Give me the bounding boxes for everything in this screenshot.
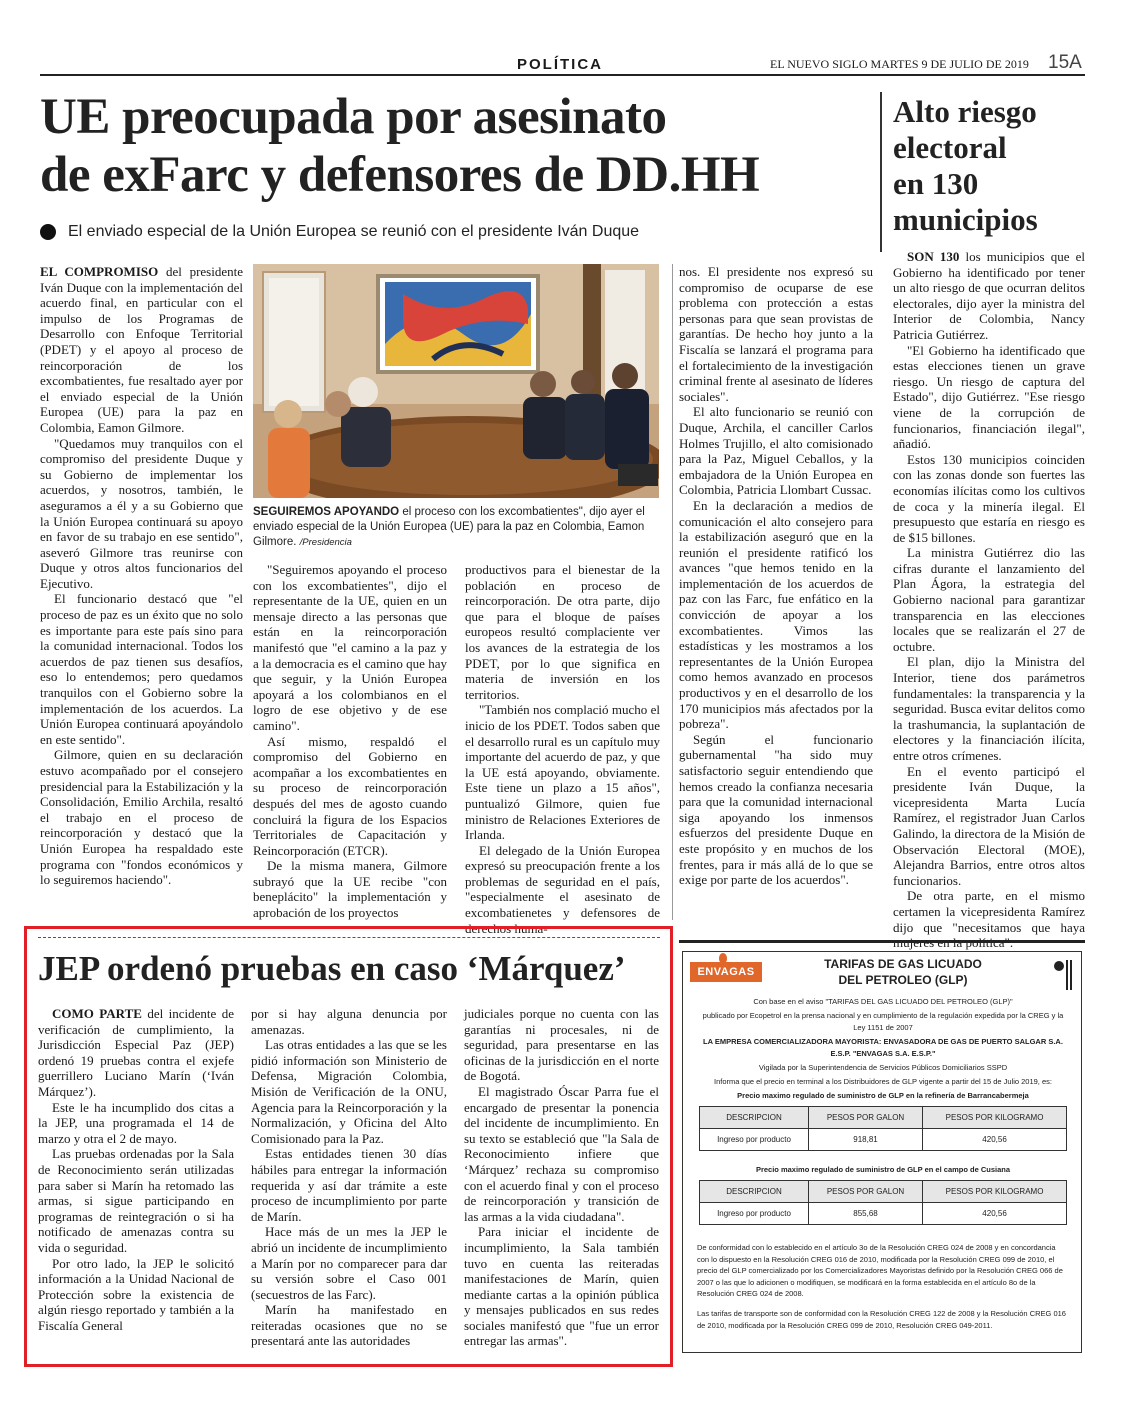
jep-column-3 [464, 1006, 659, 1349]
paragraph [40, 264, 243, 436]
paragraph: De la misma manera, Gilmore subrayó que la UE recibe "con beneplácito" la implementación y aprobación de los proyectos [253, 858, 447, 921]
paragraph-text: los municipios que el Gobierno ha identificado por tener un alto riesgo de que ocurran delitos electorales, dijo ayer la ministra del Interior de Colombia, Nancy Patricia Gutiérrez. [893, 249, 1085, 342]
table-header-row [700, 1107, 1067, 1129]
envagas-logo: ENVAGAS [690, 962, 762, 982]
column-header: PESOS POR GALON [808, 1181, 922, 1203]
paragraph: por si hay alguna denuncia por amenazas. [251, 1006, 447, 1037]
paragraph: "Quedamos muy tranquilos con el compromiso del presidente Duque y su Gobierno de implementar los acuerdos, y nosotros, también, le aseguramos a él y a su Gobierno que la Unión Europea continuará su apoyo en favor de su trabajo en ese sentido", aseveró Gilmore tras reunirse con Duque y otros altos funcionarios del Ejecutivo. [40, 435, 243, 591]
paragraph: En la declaración a medios de comunicación el alto consejero para la estabilización aseguró que en la reunión el presidente ratificó los avances "que hemos tenido en la implementación de los acuerdos de paz con las Farc, fue enfático en la convicción de apoyar a los excombatientes. Vimos las estadísticas y les mostramos a los representantes de la Unión Europea como hemos avanzado en procesos productivos y en el desarrollo de los 170 municipios más afectados por la pobreza". [679, 497, 873, 732]
column-header: PESOS POR KILOGRAMO [923, 1107, 1067, 1129]
paragraph: "También nos complació mucho el inicio de los PDET. Todos saben que el desarrollo rural es un capítulo muy importante del acuerdo de paz, y que la UE está apoyando, obviamente. Este tiene un plazo a 15 años", puntualizó Gilmore, quien fue ministro de Relaciones Exteriores de Irlanda. [465, 702, 660, 843]
ad-table2-title: Precio maximo regulado de suministro de GLP en el campo de Cusiana [755, 1165, 1011, 1174]
jep-dashed-rule [38, 937, 660, 938]
table-row [700, 1203, 1067, 1225]
paragraph-text: del presidente Iván Duque con la implementación del acuerdo final, en particular con el impulso de los Programas de Desarrollo con Enfoque Territorial (PDET) y el apoyo al proceso de reincorporación de los excombatientes, fue resaltado ayer por el enviado especial de la Unión Europea (UE) para la paz en Colombia, Eamon Gilmore. [40, 264, 243, 435]
lead-in: COMO PARTE [52, 1006, 142, 1021]
bullet-icon [40, 224, 56, 240]
paragraph: Según el funcionario gubernamental "ha sido muy satisfactorio seguir entendiendo que hemos creado la confianza necesaria para que la comunidad internacional siga apoyando los inmensos esfuerzos del presidente Duque en este propósito y en muchos de los frentes, para ir más allá de lo que se exige por parte de los acuerdos". [679, 731, 873, 888]
paragraph: Hace más de un mes la JEP le abrió un incidente de incumplimiento a Marín por no comparecer para dar su versión sobre el Caso 001 (secuestros de las Farc). [251, 1224, 447, 1302]
price-table-barrancabermeja [699, 1106, 1067, 1151]
paragraph: El plan, dijo la Ministra del Interior, tiene dos parámetros fundamentales: la transparencia y la seguridad. Busca evitar delitos como la trashumancia, la suplantación de electores y la financiación ilícita, entre otros crímenes. [893, 654, 1085, 763]
ad-frame [682, 951, 1082, 1353]
ad-informa: Informa que el precio en terminal a los Distribuidores de GLP vigente a partir del 15 de Julio 2019, es: [714, 1077, 1052, 1086]
main-column-3 [465, 562, 660, 936]
paragraph: Marín ha manifestado en reiteradas ocasiones que no se presentará ante las autoridades [251, 1302, 447, 1349]
lead-in: SON 130 [907, 249, 960, 264]
paragraph: judiciales porque no cuenta con las garantías ni procesales, ni de seguridad, para presentarse en las oficinas de la jurisdicción en el norte de Bogotá. [464, 1006, 659, 1084]
meeting-photo-illustration [253, 264, 659, 498]
section-label: POLÍTICA [517, 56, 603, 73]
paragraph: "Seguiremos apoyando el proceso con los excombatientes", dijo el representante de la UE, quien en un mensaje directo a las personas que están en la reincorporación manifestó que "el camino a la paz y a la democracia es el camino que hay que seguir, y la Unión Europea apoyará a los colombianos en el logro de ese objetivo y de ese camino". [253, 562, 447, 733]
main-headline-line: de exFarc y defensores de DD.HH [40, 147, 760, 203]
ad-title [803, 956, 1003, 988]
ad-vigilada: Vigilada por la Superintendencia de Servicios Públicos Domiciliarios SSPD [758, 1063, 1008, 1072]
gas-tariff-ad [679, 940, 1085, 1355]
paragraph: Las otras entidades a las que se les pidió información son Ministerio de Defensa, Migración Colombia, Misión de Verificación de la ONU, Agencia para la Reincorporación y la Normalización, y Oficina del Alto Comisionado para la Paz. [251, 1037, 447, 1146]
table-cell: Ingreso por producto [700, 1129, 809, 1151]
paragraph: De otra parte, en el mismo certamen la vicepresidenta Ramírez dijo que "necesitamos que haya mujeres en la política". [893, 888, 1085, 951]
side-headline-bar [880, 92, 882, 252]
ad-intro-1: Con base en el aviso "TARIFAS DEL GAS LICUADO DEL PETROLEO (GLP)" [753, 997, 1013, 1006]
table-cell: 918,81 [808, 1129, 922, 1151]
paragraph [38, 1006, 234, 1100]
price-table-cusiana [699, 1180, 1067, 1225]
jep-column-2 [251, 1006, 447, 1349]
paragraph: Este le ha incumplido dos citas a la JEP, una programada el 14 de marzo y otra el 2 de mayo. [38, 1099, 234, 1146]
column-header: PESOS POR GALON [808, 1107, 922, 1129]
column-header: PESOS POR KILOGRAMO [923, 1181, 1067, 1203]
side-column [893, 249, 1085, 951]
main-deck [40, 223, 870, 241]
side-headline [893, 94, 1083, 238]
caption-lead: SEGUIREMOS APOYANDO [253, 506, 400, 518]
paragraph: "El Gobierno ha identificado que estas elecciones tienen un grave riesgo. Un riesgo de captura del Estado", dijo Gutiérrez. "Ese riesgo viene de la corrupción de funcionarios, financiación ilegal", añadió. [893, 342, 1085, 452]
side-headline-line: Alto riesgo [893, 94, 1037, 129]
paragraph-text: del incidente de verificación de cumplimiento, la Jurisdicción Especial Paz (JEP) ordenó 19 pruebas contra el exjefe guerrillero Luciano Marín (‘Iván Márquez’). [38, 1006, 234, 1099]
paragraph: El delegado de la Unión Europea expresó su preocupación frente a los problemas de seguridad en el país, "especialmente el asesinato de excombatienetes y defensores de derechos huma- [465, 842, 660, 936]
paragraph: nos. El presidente nos expresó su compromiso de ocuparse de ese problema con protección a estas personas para que sean provistas de garantías. De hecho hoy junto a la Fiscalía se lanzará el programa para el fortalecimiento de la investigación criminal frente al asesinato de líderes sociales". [679, 264, 873, 404]
publication-date: EL NUEVO SIGLO MARTES 9 DE JULIO DE 2019 [770, 57, 1029, 71]
paragraph: Gilmore, quien en su declaración estuvo acompañado por el consejero presidencial para la Estabilización y la Consolidación, Emilio Archila, resaltó el trabajo en el proceso de reincorporación y destacó que la Unión Europea ha respaldado este programa con "fondos económicos y lo seguiremos haciendo". [40, 747, 243, 888]
paragraph: Estas entidades tienen 30 días hábiles para entregar la información requerida y así dar trámite a este proceso de incumplimiento por parte de Marín. [251, 1146, 447, 1224]
paragraph: El magistrado Óscar Parra fue el encargado de presentar la ponencia del incidente de incumplimiento. En su texto se estableció que "la Sala de Reconocimiento infiere que ‘Márquez’ rechaza su compromiso con el acuerdo final y con el proceso de reincorporación y transición de las armas a la vida ciudadana". [464, 1083, 659, 1224]
side-headline-line: electoral [893, 130, 1007, 165]
paragraph: Para iniciar el incidente de incumplimiento, la Sala también tuvo en cuenta las reiteradas manifestaciones de Marín, quien mediante cartas a la opinión pública y mensajes publicados en sus redes sociales manifestó que "fue un error entregar las armas". [464, 1224, 659, 1349]
table-cell: Ingreso por producto [700, 1203, 809, 1225]
main-column-1 [40, 264, 243, 888]
paragraph: En el evento participó el presidente Iván Duque, la vicepresidenta Marta Lucía Ramírez, el registrador Juan Carlos Galindo, la directora de la Misión de Observación Electoral (MOE), Alejandra Barrios, entre otros altos funcionarios. [893, 763, 1085, 888]
ad-title-line: DEL PETROLEO (GLP) [838, 973, 968, 987]
paragraph: El funcionario destacó que "el proceso de paz es un éxito que no solo es importante para este país sino para la comunidad internacional. Todos los acuerdos de paz tienen sus desafíos, eso lo entendemos; pero quedamos tranquilos con el Gobierno sobre la implementación de los acuerdos. La Unión Europea continuará apoyándolo en este sentido". [40, 591, 243, 747]
photo-caption [253, 505, 659, 550]
jep-headline: JEP ordenó pruebas en caso ‘Márquez’ [38, 949, 626, 988]
jep-column-1 [38, 1006, 234, 1333]
table-header-row [700, 1181, 1067, 1203]
main-headline-line: UE preocupada por asesinato [40, 89, 667, 145]
paragraph: Estos 130 municipios coinciden con las zonas donde son fuertes las economías ilícitas como los cultivos de coca y la minería ilegal. El presupuesto que estaría en riesgo es de $15 billones. [893, 451, 1085, 545]
table-cell: 855,68 [808, 1203, 922, 1225]
ad-footer-1: De conformidad con lo establecido en el artículo 3o de la Resolución CREG 024 de 2008 y en concordancia con lo dispuesto en la Resolución CREG 016 de 2010, modificada por la Resolución CREG 099 de 2010, el precio del GLP comercializado por los Comercializadores Mayoristas definido por la Resolución CREG 066 de 2007 o las que lo adicionen o modifiquen, se modificará en la forma establecida en el artículo 8o de la Resolución CREG 024 de 2008. [697, 1243, 1063, 1298]
superservicios-icon [1051, 958, 1075, 992]
deck-text: El enviado especial de la Unión Europea se reunió con el presidente Iván Duque [68, 223, 640, 240]
column-header: DESCRIPCION [700, 1107, 809, 1129]
ad-table1-title: Precio maximo regulado de suministro de GLP en la refinería de Barrancabermeja [737, 1091, 1029, 1100]
main-headline [40, 88, 870, 204]
ad-title-line: TARIFAS DE GAS LICUADO [824, 957, 982, 971]
table-row [700, 1129, 1067, 1151]
caption-text: el proceso con los excombatientes", dijo ayer el enviado especial de la Unión Europea (UE) para la paz en Colombia, Eamon Gilmore. [253, 506, 645, 548]
table-cell: 420,56 [923, 1203, 1067, 1225]
photo-credit: /Presidencia [299, 537, 352, 548]
paragraph: Por otro lado, la JEP le solicitó información a la Unidad Nacional de Protección sobre la existencia de algún riesgo reportado y también a la Fiscalía General [38, 1255, 234, 1333]
lead-in: EL COMPROMISO [40, 264, 159, 279]
paragraph: productivos para el bienestar de la población en proceso de reincorporación. De otra parte, dijo que para el bloque de países europeos resultó complaciente ver los avances de la estrategia de los PDET, por lo que significa en materia de inversión en los territorios. [465, 562, 660, 702]
main-column-4 [679, 264, 873, 888]
paragraph: La ministra Gutiérrez dio las cifras durante el lanzamiento del Plan Ágora, la estrategia del Gobierno nacional para garantizar transparencia en las elecciones locales que se realizarán el 27 de octubre. [893, 545, 1085, 654]
ad-company: LA EMPRESA COMERCIALIZADORA MAYORISTA: ENVASADORA DE GAS DE PUERTO SALGAR S.A. E.S.P. "ENVAGAS S.A. E.S.P." [703, 1037, 1063, 1058]
column-header: DESCRIPCION [700, 1181, 809, 1203]
header-rule [40, 74, 1085, 76]
paragraph: Las pruebas ordenadas por la Sala de Reconocimiento serán utilizadas para saber si Marín ha retomado las armas, si sigue participando en programas de reintegración o si ha notificado de amenazas contra su vida o seguridad. [38, 1146, 234, 1255]
paragraph [893, 249, 1085, 343]
ad-intro-2: publicado por Ecopetrol en la prensa nacional y en cumplimiento de la regulación expedida por la CREG y la Ley 1151 de 2007 [702, 1011, 1064, 1032]
paragraph: Así mismo, respaldó el compromiso del Gobierno en acompañar a los excombatientes en su proceso de reincorporación después del mes de agosto cuando concluirá la figura de los Espacios Territoriales de Capacitación y Reincorporación (ETCR). [253, 733, 447, 858]
side-headline-line: en 130 [893, 166, 979, 201]
page-number: 15A [1048, 52, 1082, 73]
ad-footer-2: Las tarifas de transporte son de conformidad con la Resolución CREG 122 de 2008 y la Resolución CREG 016 de 2010, modificada por la Resolución CREG 099 de 2010, Resolución CREG 049-2011. [697, 1309, 1066, 1330]
paragraph: El alto funcionario se reunió con Duque, Archila, el canciller Carlos Holmes Trujillo, el alto comisionado para la Paz, Miguel Ceballos, y la embajadora de la Unión Europea en Colombia, Patricia Llombart Cussac. [679, 404, 873, 498]
table-cell: 420,56 [923, 1129, 1067, 1151]
main-column-2 [253, 562, 447, 921]
meeting-photo [253, 264, 659, 498]
side-headline-line: municipios [893, 202, 1038, 237]
column-rule [672, 264, 673, 920]
